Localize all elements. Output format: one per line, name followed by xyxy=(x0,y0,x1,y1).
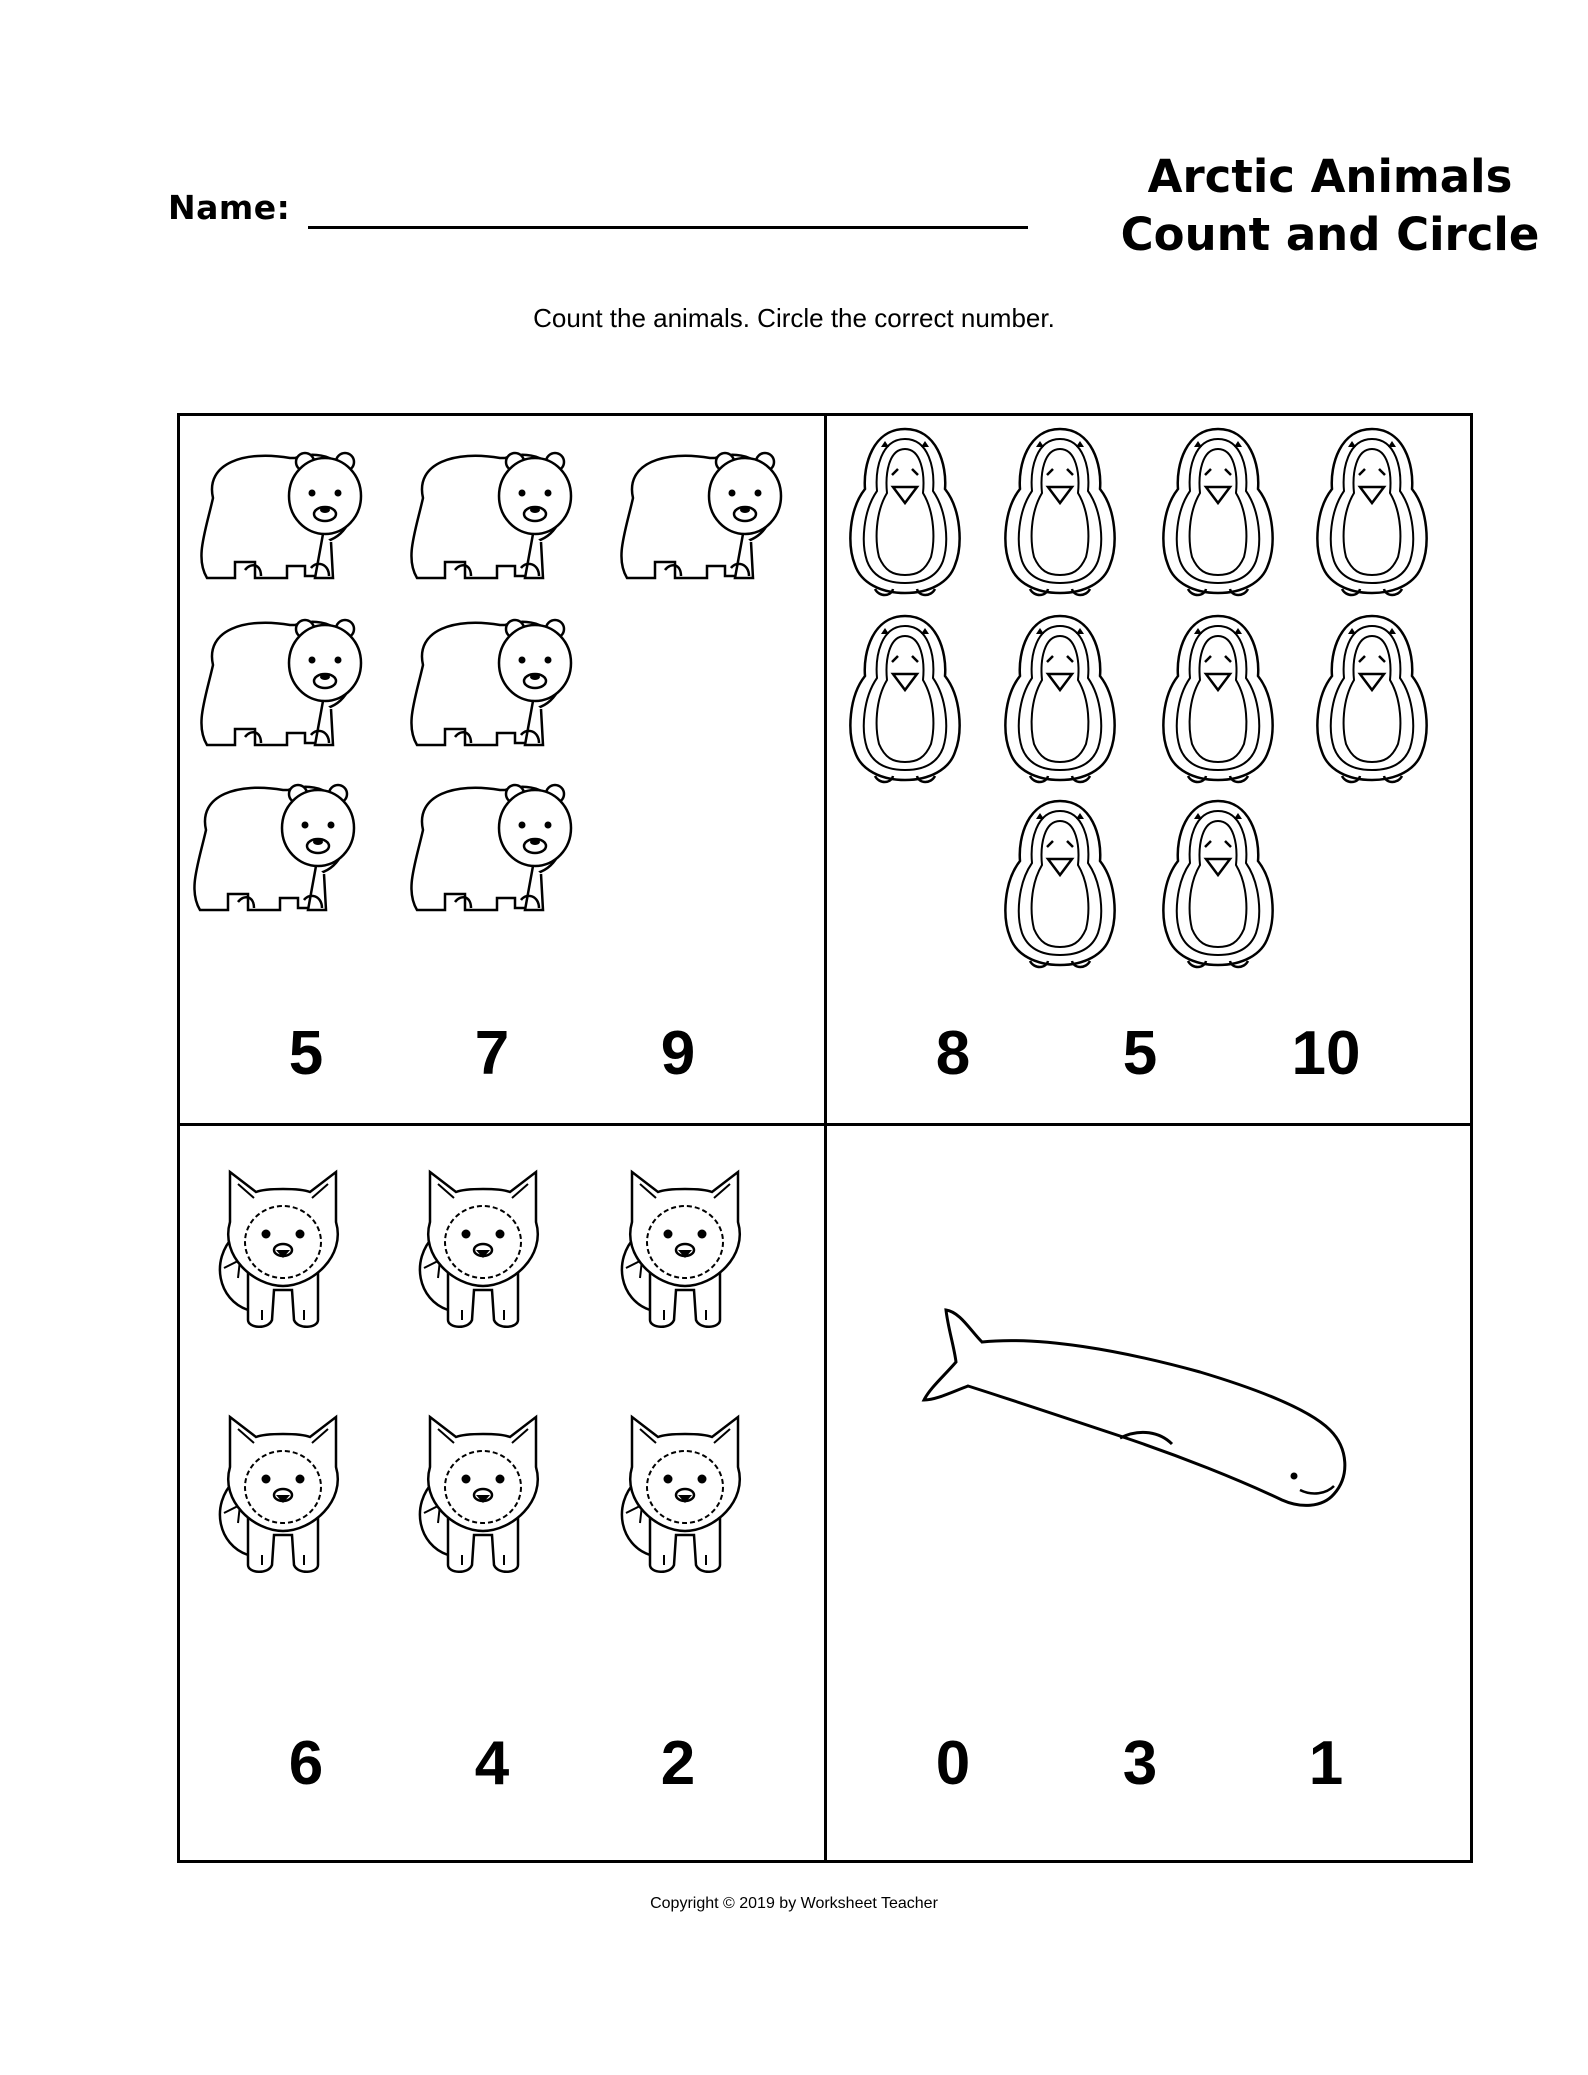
choice-panel3-b[interactable]: 4 xyxy=(474,1729,510,1798)
polar-bear-icon xyxy=(201,453,361,578)
penguin-icon xyxy=(850,616,959,782)
choice-panel1-c[interactable]: 9 xyxy=(660,1019,696,1088)
copyright-notice: Copyright © 2019 by Worksheet Teacher xyxy=(650,1895,938,1912)
penguin-icon xyxy=(1163,801,1272,967)
choice-panel2-c[interactable]: 10 xyxy=(1291,1019,1361,1088)
title-line-1: Arctic Animals xyxy=(1147,150,1513,203)
polar-bear-icon xyxy=(411,453,571,578)
beluga-whale-icon xyxy=(924,1310,1345,1505)
penguin-icon xyxy=(1005,616,1114,782)
polar-bear-icon xyxy=(411,620,571,745)
penguin-icon xyxy=(1163,429,1272,595)
title-line-2: Count and Circle xyxy=(1120,208,1540,261)
polar-bear-icon xyxy=(411,785,571,910)
penguin-icon xyxy=(850,429,959,595)
choice-panel1-b[interactable]: 7 xyxy=(474,1019,510,1088)
penguin-icon xyxy=(1005,429,1114,595)
penguin-icon xyxy=(1317,429,1426,595)
penguin-icon xyxy=(1163,616,1272,782)
arctic-fox-icon xyxy=(420,1417,538,1572)
choice-panel4-b[interactable]: 3 xyxy=(1122,1729,1158,1798)
arctic-fox-icon xyxy=(220,1417,338,1572)
arctic-fox-icon xyxy=(420,1172,538,1327)
choice-panel1-a[interactable]: 5 xyxy=(288,1019,324,1088)
choice-panel2-a[interactable]: 8 xyxy=(935,1019,971,1088)
arctic-fox-icon xyxy=(622,1172,740,1327)
choice-panel2-b[interactable]: 5 xyxy=(1122,1019,1158,1088)
choice-panel4-a[interactable]: 0 xyxy=(935,1729,971,1798)
choice-panel3-c[interactable]: 2 xyxy=(660,1729,696,1798)
penguin-icon xyxy=(1005,801,1114,967)
instructions: Count the animals. Circle the correct number. xyxy=(533,303,1055,333)
penguin-icon xyxy=(1317,616,1426,782)
choice-panel3-a[interactable]: 6 xyxy=(288,1729,324,1798)
polar-bear-icon xyxy=(194,785,354,910)
choice-panel4-c[interactable]: 1 xyxy=(1308,1729,1344,1798)
polar-bear-icon xyxy=(201,620,361,745)
name-label: Name: xyxy=(168,188,291,227)
arctic-fox-icon xyxy=(220,1172,338,1327)
arctic-fox-icon xyxy=(622,1417,740,1572)
polar-bear-icon xyxy=(621,453,781,578)
